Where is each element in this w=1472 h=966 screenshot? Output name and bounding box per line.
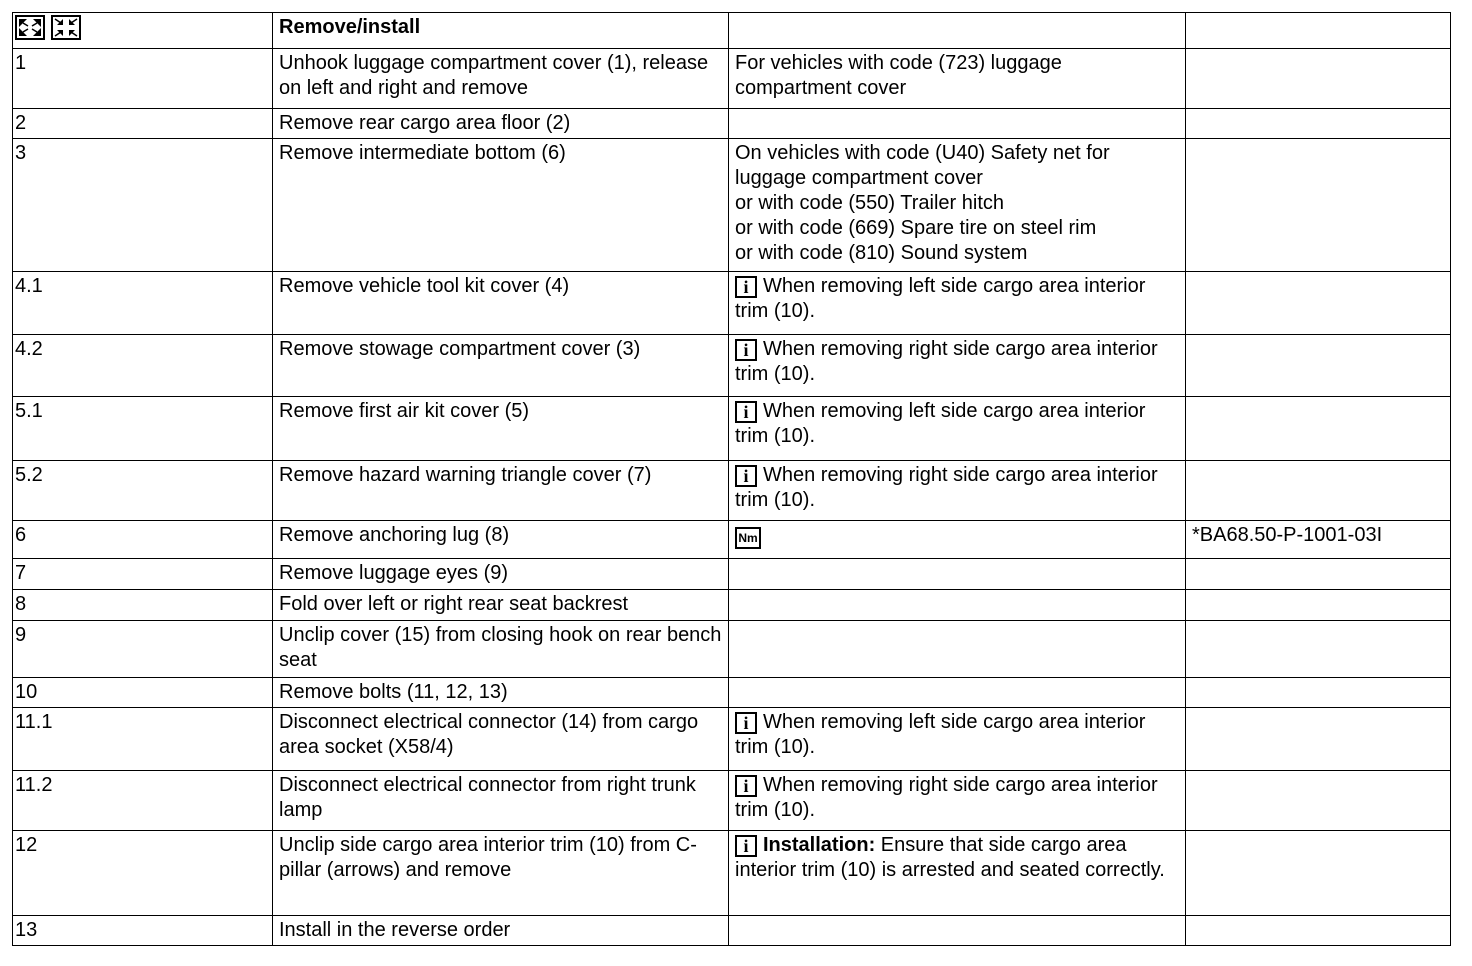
step-action: Remove stowage compartment cover (3) [273, 335, 729, 397]
step-number: 4.1 [13, 272, 273, 335]
step-number: 1 [13, 49, 273, 109]
step-action: Remove luggage eyes (9) [273, 559, 729, 590]
step-number: 4.2 [13, 335, 273, 397]
reference-link [1186, 335, 1451, 397]
reference-link [1186, 139, 1451, 272]
note-line: or with code (550) Trailer hitch [735, 192, 1005, 214]
step-number: 2 [13, 109, 273, 139]
table-row [13, 139, 1451, 272]
header-reference [1186, 13, 1451, 49]
step-note [729, 139, 1186, 272]
info-icon: i [735, 339, 757, 361]
step-note [729, 831, 1186, 916]
expand-icon[interactable] [15, 15, 45, 40]
reference-link [1186, 397, 1451, 461]
table-row [13, 916, 1451, 946]
step-action: Fold over left or right rear seat backrest [273, 590, 729, 621]
table-row [13, 678, 1451, 708]
table-row [13, 109, 1451, 139]
header-title: Remove/install [273, 13, 729, 49]
step-number: 9 [13, 621, 273, 678]
step-number: 5.2 [13, 461, 273, 521]
step-action: Remove bolts (11, 12, 13) [273, 678, 729, 708]
step-number: 13 [13, 916, 273, 946]
step-action: Disconnect electrical connector from right trunk lamp [273, 771, 729, 831]
info-icon: i [735, 712, 757, 734]
table-row [13, 272, 1451, 335]
procedure-table [12, 12, 1451, 946]
reference-link [1186, 559, 1451, 590]
step-note [729, 335, 1186, 397]
note-text: When removing right side cargo area interior trim (10). [735, 338, 1158, 385]
collapse-icon[interactable] [51, 15, 81, 40]
step-number: 7 [13, 559, 273, 590]
step-note [729, 49, 1186, 109]
reference-link [1186, 109, 1451, 139]
reference-link [1186, 708, 1451, 771]
note-text: When removing right side cargo area interior trim (10). [735, 774, 1158, 821]
step-note [729, 621, 1186, 678]
reference-link [1186, 831, 1451, 916]
note-line: On vehicles with code (U40) Safety net for [735, 142, 1110, 164]
reference-link [1186, 49, 1451, 109]
table-row [13, 621, 1451, 678]
step-action: Unclip side cargo area interior trim (10) from C-pillar (arrows) and remove [273, 831, 729, 916]
note-bold: Installation: [763, 834, 876, 856]
step-action: Remove first air kit cover (5) [273, 397, 729, 461]
header-notes [729, 13, 1186, 49]
note-line: or with code (669) Spare tire on steel rim [735, 217, 1097, 239]
note-line: For vehicles with code (723) luggage [735, 52, 1062, 74]
step-number: 11.1 [13, 708, 273, 771]
note-text: When removing left side cargo area interior trim (10). [735, 400, 1146, 447]
reference-link [1186, 621, 1451, 678]
note-text: Ensure that side cargo area interior trim (10) is arrested and seated correctly. [735, 834, 1165, 881]
table-header-row [13, 13, 1451, 49]
step-note [729, 397, 1186, 461]
step-note [729, 771, 1186, 831]
table-row [13, 771, 1451, 831]
note-line: or with code (810) Sound system [735, 242, 1028, 264]
note-text: When removing left side cargo area interior trim (10). [735, 275, 1146, 322]
step-action: Remove rear cargo area floor (2) [273, 109, 729, 139]
note-line: luggage compartment cover [735, 167, 983, 189]
step-action: Remove anchoring lug (8) [273, 521, 729, 559]
table-row [13, 521, 1451, 559]
step-number: 11.2 [13, 771, 273, 831]
step-action: Unhook luggage compartment cover (1), release on left and right and remove [273, 49, 729, 109]
torque-nm-icon[interactable]: Nm [735, 527, 761, 549]
note-text: When removing left side cargo area interior trim (10). [735, 711, 1146, 758]
step-action: Disconnect electrical connector (14) from cargo area socket (X58/4) [273, 708, 729, 771]
reference-link [1186, 272, 1451, 335]
header-icons-cell [13, 13, 273, 49]
table-row [13, 831, 1451, 916]
step-number: 10 [13, 678, 273, 708]
step-note [729, 678, 1186, 708]
info-icon: i [735, 775, 757, 797]
reference-link[interactable]: *BA68.50-P-1001-03I [1186, 521, 1451, 559]
note-text: When removing right side cargo area interior trim (10). [735, 464, 1158, 511]
info-icon: i [735, 401, 757, 423]
step-action: Remove hazard warning triangle cover (7) [273, 461, 729, 521]
step-action: Remove vehicle tool kit cover (4) [273, 272, 729, 335]
step-number: 5.1 [13, 397, 273, 461]
step-number: 12 [13, 831, 273, 916]
step-note [729, 590, 1186, 621]
reference-link [1186, 461, 1451, 521]
reference-link [1186, 590, 1451, 621]
table-row [13, 590, 1451, 621]
step-note [729, 521, 1186, 559]
table-row [13, 49, 1451, 109]
step-note [729, 916, 1186, 946]
info-icon: i [735, 835, 757, 857]
step-number: 3 [13, 139, 273, 272]
reference-link [1186, 678, 1451, 708]
step-note [729, 272, 1186, 335]
reference-link [1186, 771, 1451, 831]
step-note [729, 708, 1186, 771]
step-note [729, 461, 1186, 521]
step-number: 6 [13, 521, 273, 559]
table-row [13, 397, 1451, 461]
info-icon: i [735, 465, 757, 487]
table-row [13, 335, 1451, 397]
reference-link [1186, 916, 1451, 946]
step-action: Install in the reverse order [273, 916, 729, 946]
table-row [13, 708, 1451, 771]
step-note [729, 559, 1186, 590]
step-action: Remove intermediate bottom (6) [273, 139, 729, 272]
table-row [13, 461, 1451, 521]
info-icon: i [735, 276, 757, 298]
step-note [729, 109, 1186, 139]
note-line: compartment cover [735, 77, 907, 99]
step-action: Unclip cover (15) from closing hook on rear bench seat [273, 621, 729, 678]
step-number: 8 [13, 590, 273, 621]
table-row [13, 559, 1451, 590]
